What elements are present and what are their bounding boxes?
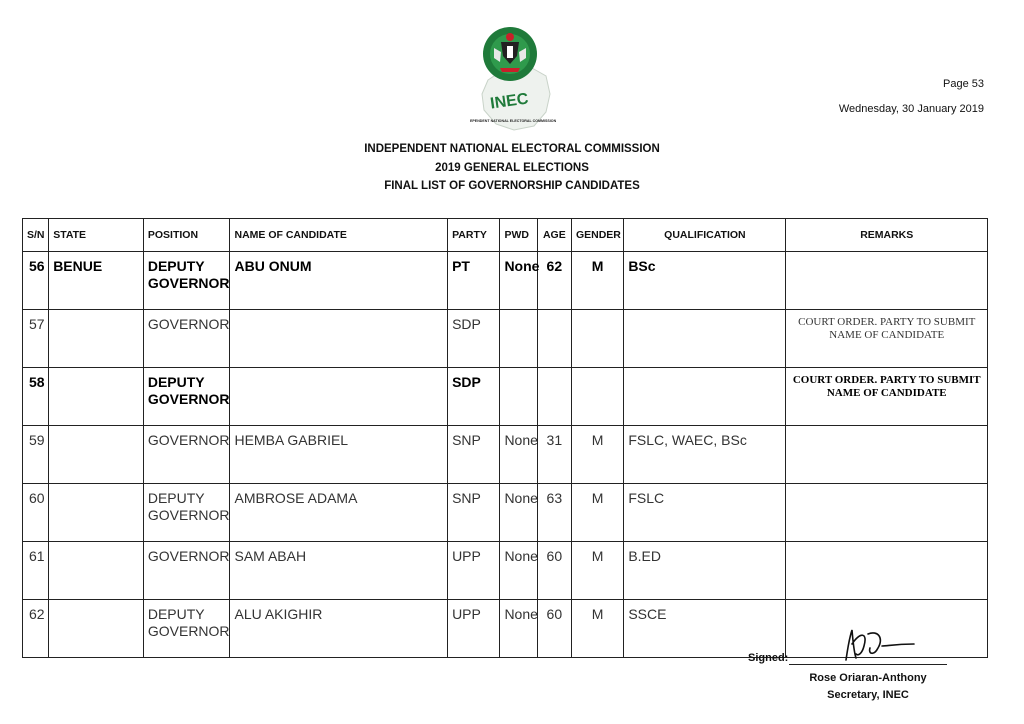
inec-logo <box>470 22 556 140</box>
age-cell: 31 <box>537 426 571 484</box>
table-row <box>23 368 988 426</box>
signer-title: Secretary, INEC <box>827 689 909 701</box>
pwd-cell: None <box>500 484 537 542</box>
column-header: NAME OF CANDIDATE <box>230 219 448 252</box>
signature-line <box>789 664 947 665</box>
table-header-row <box>23 219 988 252</box>
party-cell: SDP <box>448 310 500 368</box>
remarks-cell <box>786 426 988 484</box>
column-header: GENDER <box>571 219 623 252</box>
signed-label: Signed: <box>748 652 789 664</box>
position-cell: GOVERNOR <box>143 426 230 484</box>
pwd-cell: None <box>500 600 537 658</box>
position-cell: DEPUTY GOVERNOR <box>143 600 230 658</box>
candidate-name-cell: AMBROSE ADAMA <box>230 484 448 542</box>
table-row <box>23 542 988 600</box>
signer-block <box>790 670 946 704</box>
table-row <box>23 310 988 368</box>
pwd-cell: None <box>500 542 537 600</box>
position-cell: DEPUTY GOVERNOR <box>143 484 230 542</box>
party-cell: SDP <box>448 368 500 426</box>
column-header: STATE <box>49 219 144 252</box>
table-row <box>23 484 988 542</box>
heading-line-3: FINAL LIST OF GOVERNORSHIP CANDIDATES <box>384 180 640 192</box>
remarks-cell <box>786 252 988 310</box>
remarks-cell: COURT ORDER. PARTY TO SUBMIT NAME OF CANDIDATE <box>786 310 988 368</box>
qualification-cell: FSLC, WAEC, BSc <box>624 426 786 484</box>
age-cell: 62 <box>537 252 571 310</box>
remarks-cell: COURT ORDER. PARTY TO SUBMIT NAME OF CANDIDATE <box>786 368 988 426</box>
qualification-cell <box>624 310 786 368</box>
party-cell: UPP <box>448 600 500 658</box>
logo-subtext: INDEPENDENT NATIONAL ELECTORAL COMMISSION <box>470 119 556 123</box>
column-header: REMARKS <box>786 219 988 252</box>
candidate-name-cell: SAM ABAH <box>230 542 448 600</box>
candidates-table <box>22 218 988 658</box>
sn-cell: 61 <box>23 542 49 600</box>
age-cell <box>537 310 571 368</box>
party-cell: PT <box>448 252 500 310</box>
gender-cell <box>571 310 623 368</box>
qualification-cell: B.ED <box>624 542 786 600</box>
pwd-cell <box>500 310 537 368</box>
pwd-cell: None <box>500 252 537 310</box>
state-cell <box>49 310 144 368</box>
sn-cell: 57 <box>23 310 49 368</box>
state-cell: BENUE <box>49 252 144 310</box>
remarks-cell <box>786 542 988 600</box>
remarks-cell <box>786 484 988 542</box>
column-header: S/N <box>23 219 49 252</box>
table-row <box>23 252 988 310</box>
sn-cell: 56 <box>23 252 49 310</box>
qualification-cell: SSCE <box>624 600 786 658</box>
table-row <box>23 426 988 484</box>
sn-cell: 58 <box>23 368 49 426</box>
heading-line-2: 2019 GENERAL ELECTIONS <box>435 161 589 174</box>
party-cell: UPP <box>448 542 500 600</box>
candidate-name-cell: ALU AKIGHIR <box>230 600 448 658</box>
gender-cell: M <box>571 542 623 600</box>
state-cell <box>49 542 144 600</box>
column-header: AGE <box>537 219 571 252</box>
gender-cell: M <box>571 484 623 542</box>
state-cell <box>49 484 144 542</box>
signature-mark <box>838 624 918 668</box>
page-number: Page 53 <box>943 78 984 90</box>
age-cell: 63 <box>537 484 571 542</box>
state-cell <box>49 368 144 426</box>
party-cell: SNP <box>448 426 500 484</box>
position-cell: DEPUTY GOVERNOR <box>143 368 230 426</box>
column-header: PWD <box>500 219 537 252</box>
logo-text: INEC <box>489 90 530 113</box>
page-date: Wednesday, 30 January 2019 <box>838 103 984 115</box>
signer-name: Rose Oriaran-Anthony <box>809 672 927 684</box>
gender-cell <box>571 368 623 426</box>
qualification-cell: BSc <box>624 252 786 310</box>
candidate-name-cell: ABU ONUM <box>230 252 448 310</box>
position-cell: GOVERNOR <box>143 542 230 600</box>
qualification-cell <box>624 368 786 426</box>
candidate-name-cell <box>230 310 448 368</box>
sn-cell: 62 <box>23 600 49 658</box>
state-cell <box>49 600 144 658</box>
party-cell: SNP <box>448 484 500 542</box>
candidate-name-cell <box>230 368 448 426</box>
column-header: PARTY <box>448 219 500 252</box>
page-meta <box>839 72 984 122</box>
sn-cell: 59 <box>23 426 49 484</box>
candidate-name-cell: HEMBA GABRIEL <box>230 426 448 484</box>
age-cell: 60 <box>537 542 571 600</box>
column-header: QUALIFICATION <box>624 219 786 252</box>
gender-cell: M <box>571 426 623 484</box>
heading-line-1: INDEPENDENT NATIONAL ELECTORAL COMMISSION <box>364 143 660 155</box>
sn-cell: 60 <box>23 484 49 542</box>
state-cell <box>49 426 144 484</box>
position-cell: DEPUTY GOVERNOR <box>143 252 230 310</box>
column-header: POSITION <box>143 219 230 252</box>
document-heading <box>0 140 1024 196</box>
gender-cell: M <box>571 600 623 658</box>
pwd-cell <box>500 368 537 426</box>
position-cell: GOVERNOR <box>143 310 230 368</box>
age-cell: 60 <box>537 600 571 658</box>
gender-cell: M <box>571 252 623 310</box>
age-cell <box>537 368 571 426</box>
pwd-cell: None <box>500 426 537 484</box>
qualification-cell: FSLC <box>624 484 786 542</box>
